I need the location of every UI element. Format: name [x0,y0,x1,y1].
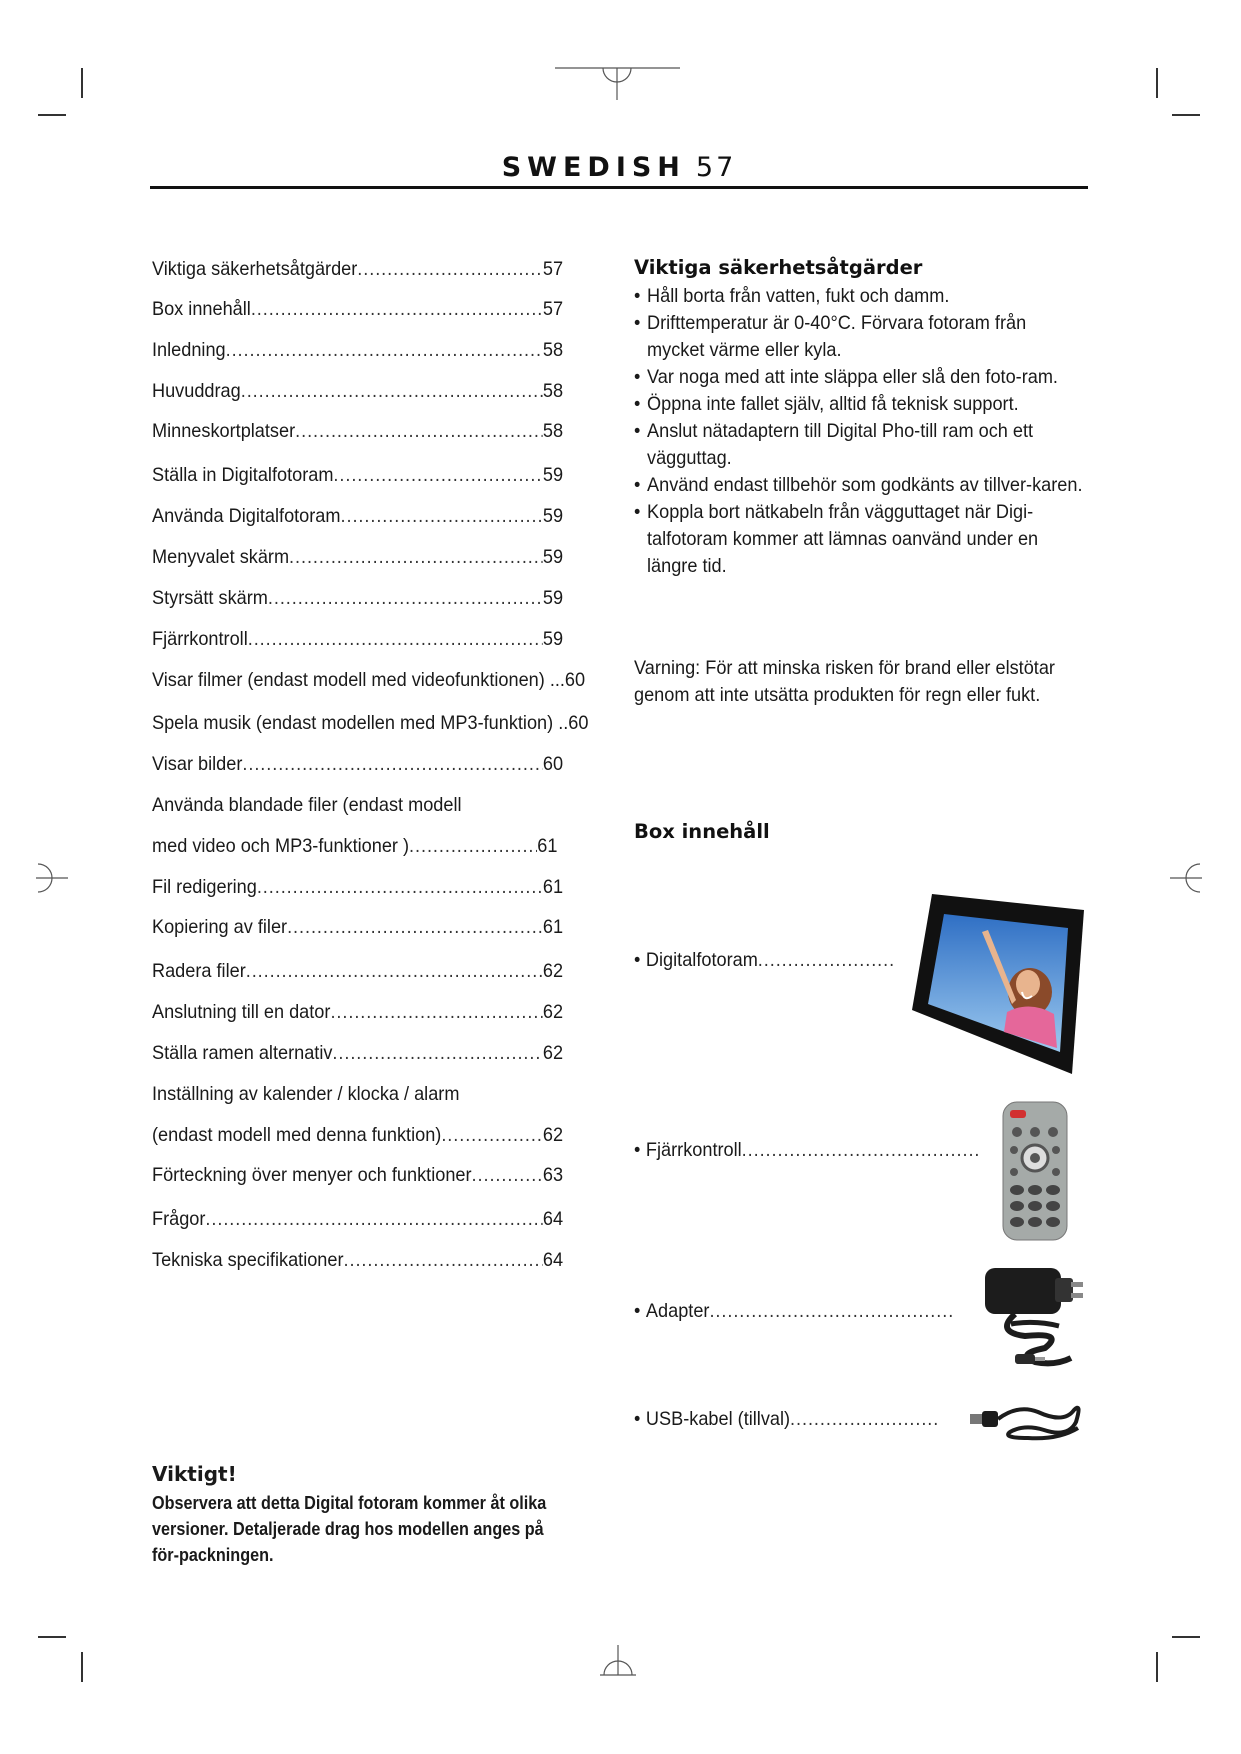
toc-item[interactable]: Menyvalet skärm ..... 59 [152,542,563,572]
toc-item[interactable]: Styrsätt skärm ..... 59 [152,583,563,613]
crop-mark [81,1652,83,1682]
usb-cable-icon [968,1398,1086,1446]
toc-item[interactable]: Tekniska specifikationer ..... 64 [152,1245,563,1275]
crop-mark [1172,114,1200,116]
crop-mark [38,114,66,116]
toc-item[interactable]: Box innehåll ..... 57 [152,294,563,324]
crop-mark [38,1636,66,1638]
toc-item[interactable]: Ställa in Digitalfotoram ..... 59 [152,460,563,490]
toc-item[interactable]: Fjärrkontroll ..... 59 [152,624,563,654]
box-item: • Adapter ..... [634,1297,955,1325]
remote-control-icon [1000,1100,1070,1242]
note-title: Viktigt! [152,1462,237,1486]
list-item: • Koppla bort nätkabeln från vägguttaget när Digi-talfotoram kommer att lämnas oanvänd under en längre tid. [634,499,1084,580]
crop-mark [1156,68,1158,98]
list-item: • Var noga med att inte släppa eller slå den foto-ram. [634,364,1084,391]
toc-item[interactable]: Radera filer ..... 62 [152,956,563,986]
header-language: SWEDISH [501,152,686,183]
box-title: Box innehåll [634,820,770,843]
box-item: • Digitalfotoram ..... [634,946,893,974]
crop-mark [1156,1652,1158,1682]
toc-item[interactable]: Ställa ramen alternativ ..... 62 [152,1038,563,1068]
list-item: • Öppna inte fallet själv, alltid få teknisk support. [634,391,1084,418]
power-adapter-icon [975,1262,1093,1374]
toc-item[interactable]: Använda Digitalfotoram ..... 59 [152,501,563,531]
toc-item[interactable]: Huvuddrag ..... 58 [152,376,563,406]
warning-text: Varning: För att minska risken för brand eller elstötar genom att inte utsätta produkten för regn eller fukt. [634,657,1055,706]
toc-item[interactable]: Visar filmer (endast modell med videofunktionen) ...60 [152,669,586,691]
list-item: • Använd endast tillbehör som godkänts av tillver-karen. [634,472,1084,499]
toc-item[interactable]: Kopiering av filer ..... 61 [152,912,563,942]
toc-item[interactable]: Minneskortplatser ..... 58 [152,416,563,446]
toc-item[interactable]: med video och MP3-funktioner ) ..... 61 [152,831,557,861]
box-item: • USB-kabel (tillval) ..... [634,1405,939,1433]
note-body: Observera att detta Digital fotoram kommer åt olika versioner. Detaljerade drag hos modellen anges på för-packningen. [152,1493,547,1565]
registration-mark-bottom [600,1645,636,1681]
toc-item[interactable]: (endast modell med denna funktion) ..... 62 [152,1120,563,1150]
crop-mark [1172,1636,1200,1638]
box-item: • Fjärrkontroll ..... [634,1136,978,1164]
toc-item[interactable]: Viktiga säkerhetsåtgärder ..... 57 [152,254,563,284]
header-rule [150,186,1088,189]
list-item: • Håll borta från vatten, fukt och damm. [634,283,1084,310]
registration-mark-top [555,62,680,102]
registration-mark-left [36,860,68,896]
toc-item[interactable]: Inledning ..... 58 [152,335,563,365]
safety-list [634,283,1083,580]
toc-item[interactable]: Använda blandade filer (endast modell [152,794,462,816]
toc-item[interactable]: Fil redigering ..... 61 [152,872,563,902]
toc-item[interactable]: Visar bilder ..... 60 [152,749,563,779]
list-item: • Drifttemperatur är 0-40°C. Förvara fotoram från mycket värme eller kyla. [634,310,1084,364]
toc-item[interactable]: Förteckning över menyer och funktioner ..... 63 [152,1160,563,1190]
toc-item[interactable]: Inställning av kalender / klocka / alarm [152,1083,460,1105]
registration-mark-right [1170,860,1202,896]
toc-item[interactable]: Anslutning till en dator ..... 62 [152,997,563,1027]
page-header [150,152,1088,186]
toc-item[interactable]: Frågor ..... 64 [152,1204,563,1234]
safety-title: Viktiga säkerhetsåtgärder [634,256,923,279]
crop-mark [81,68,83,98]
toc-item[interactable]: Spela musik (endast modellen med MP3-funktion) ..60 [152,712,589,734]
list-item: • Anslut nätadaptern till Digital Pho-till ram och ett vägguttag. [634,418,1084,472]
header-page-number: 57 [695,152,737,183]
photo-frame-icon [912,892,1087,1077]
